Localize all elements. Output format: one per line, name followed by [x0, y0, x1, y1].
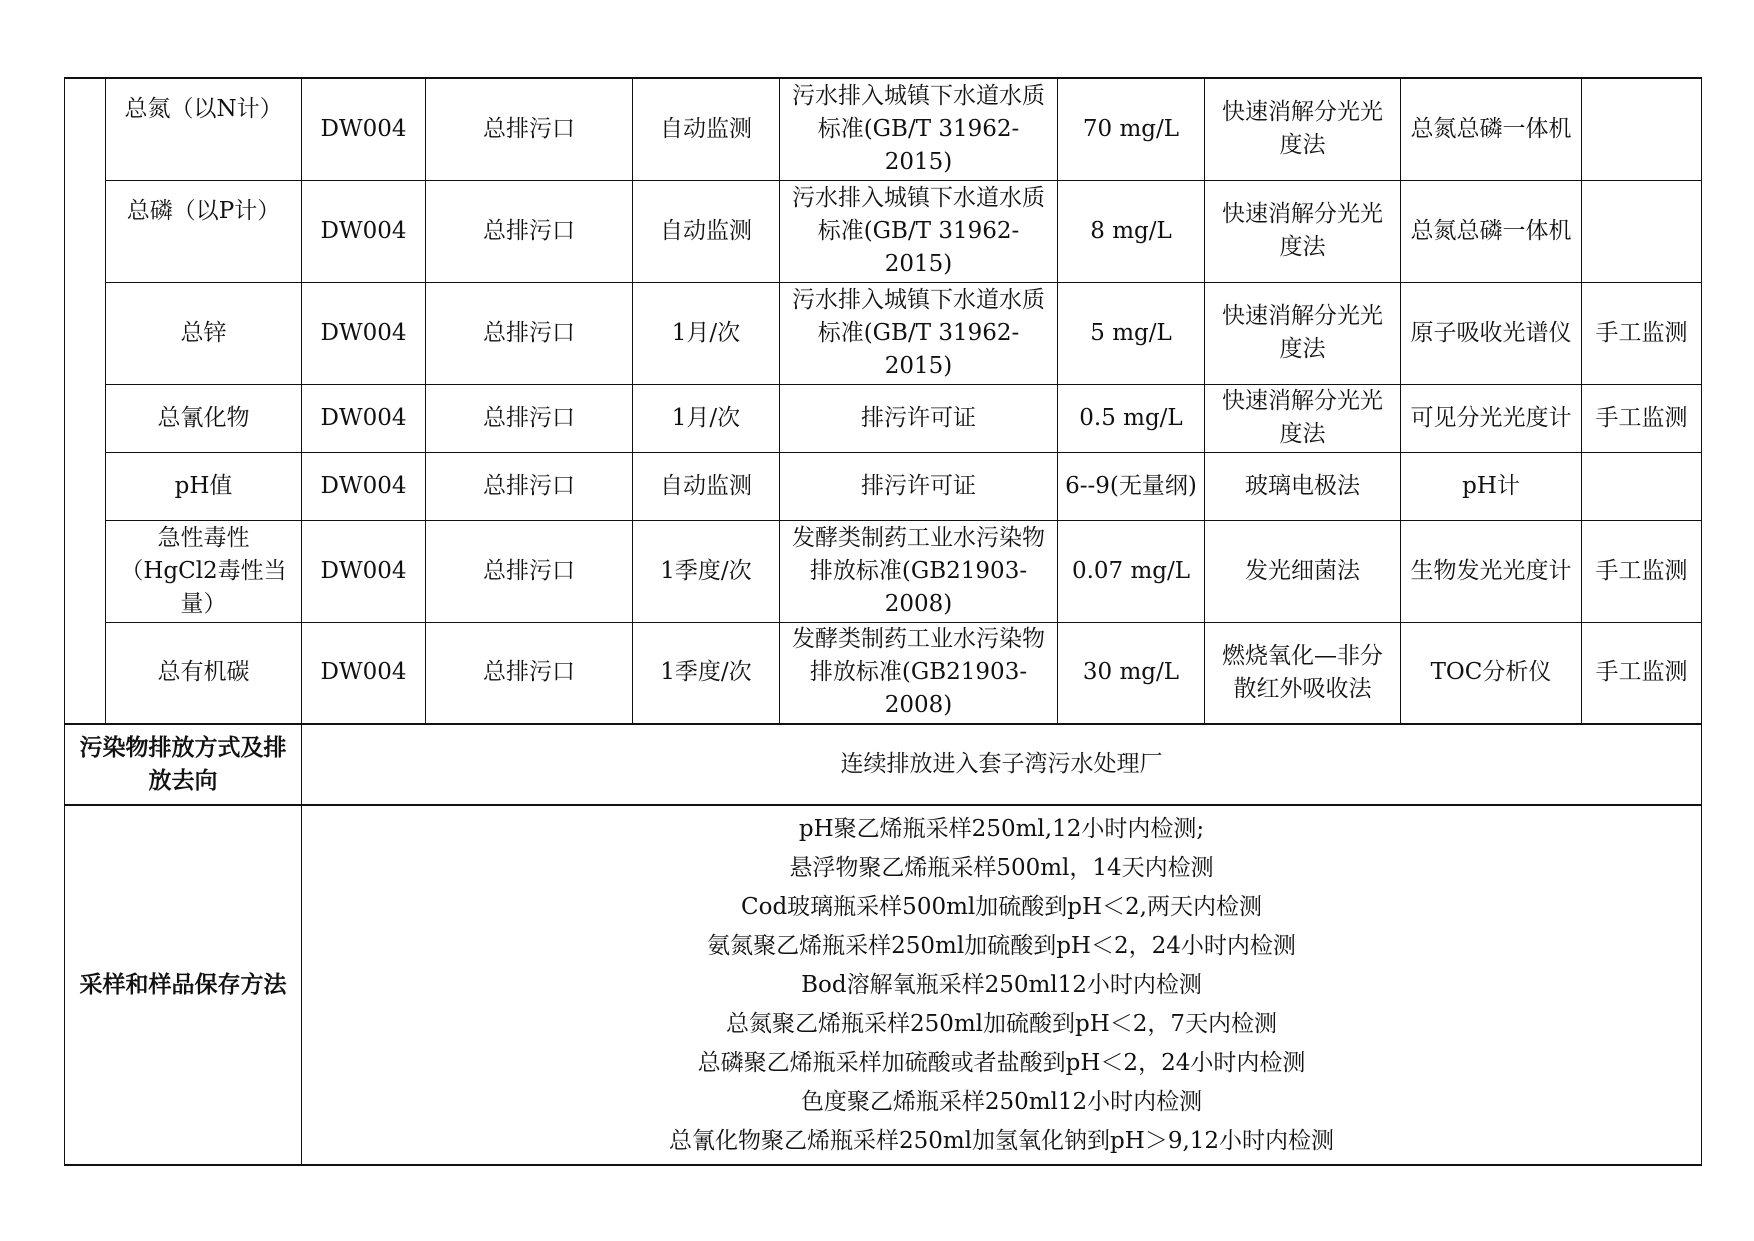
remark-cell: 手工监测: [1582, 622, 1702, 724]
frequency-cell: 1季度/次: [633, 520, 780, 622]
sampling-label: 采样和样品保存方法: [65, 805, 302, 1165]
method-cell: 快速消解分光光度法: [1205, 78, 1401, 180]
item-cell: 急性毒性（HgCl2毒性当量）: [106, 520, 302, 622]
limit-cell: 8 mg/L: [1058, 180, 1205, 282]
location-cell: 总排污口: [426, 622, 633, 724]
standard-cell: 排污许可证: [780, 452, 1058, 520]
sampling-line: 色度聚乙烯瓶采样250ml12小时内检测: [800, 1088, 1203, 1115]
remark-cell: 手工监测: [1582, 282, 1702, 384]
method-cell: 快速消解分光光度法: [1205, 180, 1401, 282]
location-cell: 总排污口: [426, 384, 633, 452]
location-cell: 总排污口: [426, 180, 633, 282]
sampling-row: [65, 805, 1702, 1165]
location-cell: 总排污口: [426, 452, 633, 520]
point-cell: DW004: [302, 282, 426, 384]
discharge-value: 连续排放进入套子湾污水处理厂: [302, 724, 1702, 805]
limit-cell: 0.5 mg/L: [1058, 384, 1205, 452]
sampling-lines: [302, 805, 1702, 1165]
standard-cell: 发酵类制药工业水污染物排放标准(GB21903-2008): [780, 520, 1058, 622]
point-cell: DW004: [302, 520, 426, 622]
sampling-line: 氨氮聚乙烯瓶采样250ml加硫酸到pH＜2，24小时内检测: [707, 932, 1296, 959]
location-cell: 总排污口: [426, 282, 633, 384]
sampling-line: 总磷聚乙烯瓶采样加硫酸或者盐酸到pH＜2，24小时内检测: [697, 1049, 1306, 1076]
instrument-cell: TOC分析仪: [1401, 622, 1582, 724]
method-cell: 快速消解分光光度法: [1205, 384, 1401, 452]
point-cell: DW004: [302, 452, 426, 520]
point-cell: DW004: [302, 180, 426, 282]
instrument-cell: 总氮总磷一体机: [1401, 78, 1582, 180]
point-cell: DW004: [302, 384, 426, 452]
remark-cell: [1582, 452, 1702, 520]
method-cell: 发光细菌法: [1205, 520, 1401, 622]
standard-cell: 污水排入城镇下水道水质标准(GB/T 31962-2015): [780, 78, 1058, 180]
limit-cell: 0.07 mg/L: [1058, 520, 1205, 622]
table-row: [65, 78, 1702, 180]
item-cell: pH值: [106, 452, 302, 520]
method-cell: 燃烧氧化—非分散红外吸收法: [1205, 622, 1401, 724]
frequency-cell: 自动监测: [633, 180, 780, 282]
frequency-cell: 1季度/次: [633, 622, 780, 724]
standard-cell: 发酵类制药工业水污染物排放标准(GB21903-2008): [780, 622, 1058, 724]
limit-cell: 6--9(无量纲): [1058, 452, 1205, 520]
limit-cell: 5 mg/L: [1058, 282, 1205, 384]
remark-cell: 手工监测: [1582, 384, 1702, 452]
item-cell: 总氮（以N计）: [106, 78, 302, 180]
sampling-line: 总氰化物聚乙烯瓶采样250ml加氢氧化钠到pH＞9,12小时内检测: [668, 1127, 1335, 1154]
sampling-line: Bod溶解氧瓶采样250ml12小时内检测: [801, 971, 1202, 998]
point-cell: DW004: [302, 78, 426, 180]
table-row: [65, 520, 1702, 622]
standard-cell: 污水排入城镇下水道水质标准(GB/T 31962-2015): [780, 180, 1058, 282]
discharge-row: [65, 724, 1702, 805]
item-cell: 总有机碳: [106, 622, 302, 724]
method-cell: 快速消解分光光度法: [1205, 282, 1401, 384]
remark-cell: [1582, 180, 1702, 282]
remark-cell: 手工监测: [1582, 520, 1702, 622]
discharge-label: 污染物排放方式及排放去向: [65, 724, 302, 805]
frequency-cell: 1月/次: [633, 282, 780, 384]
sampling-line: 总氮聚乙烯瓶采样250ml加硫酸到pH＜2，7天内检测: [725, 1010, 1278, 1037]
item-cell: 总氰化物: [106, 384, 302, 452]
table-row: [65, 282, 1702, 384]
frequency-cell: 1月/次: [633, 384, 780, 452]
instrument-cell: 原子吸收光谱仪: [1401, 282, 1582, 384]
standard-cell: 污水排入城镇下水道水质标准(GB/T 31962-2015): [780, 282, 1058, 384]
frequency-cell: 自动监测: [633, 452, 780, 520]
frequency-cell: 自动监测: [633, 78, 780, 180]
sampling-line: 悬浮物聚乙烯瓶采样500ml，14天内检测: [789, 854, 1214, 881]
sampling-line: Cod玻璃瓶采样500ml加硫酸到pH＜2,两天内检测: [741, 893, 1262, 920]
location-cell: 总排污口: [426, 520, 633, 622]
limit-cell: 30 mg/L: [1058, 622, 1205, 724]
remark-cell: [1582, 78, 1702, 180]
table-row: [65, 622, 1702, 724]
method-cell: 玻璃电极法: [1205, 452, 1401, 520]
table-row: [65, 180, 1702, 282]
instrument-cell: pH计: [1401, 452, 1582, 520]
limit-cell: 70 mg/L: [1058, 78, 1205, 180]
point-cell: DW004: [302, 622, 426, 724]
item-cell: 总锌: [106, 282, 302, 384]
merged-blank-cell: [65, 78, 106, 724]
instrument-cell: 生物发光光度计: [1401, 520, 1582, 622]
monitoring-table: [64, 77, 1702, 1166]
standard-cell: 排污许可证: [780, 384, 1058, 452]
item-cell: 总磷（以P计）: [106, 180, 302, 282]
table-row: [65, 384, 1702, 452]
sampling-line: pH聚乙烯瓶采样250ml,12小时内检测;: [798, 815, 1205, 842]
table-row: [65, 452, 1702, 520]
instrument-cell: 总氮总磷一体机: [1401, 180, 1582, 282]
location-cell: 总排污口: [426, 78, 633, 180]
instrument-cell: 可见分光光度计: [1401, 384, 1582, 452]
